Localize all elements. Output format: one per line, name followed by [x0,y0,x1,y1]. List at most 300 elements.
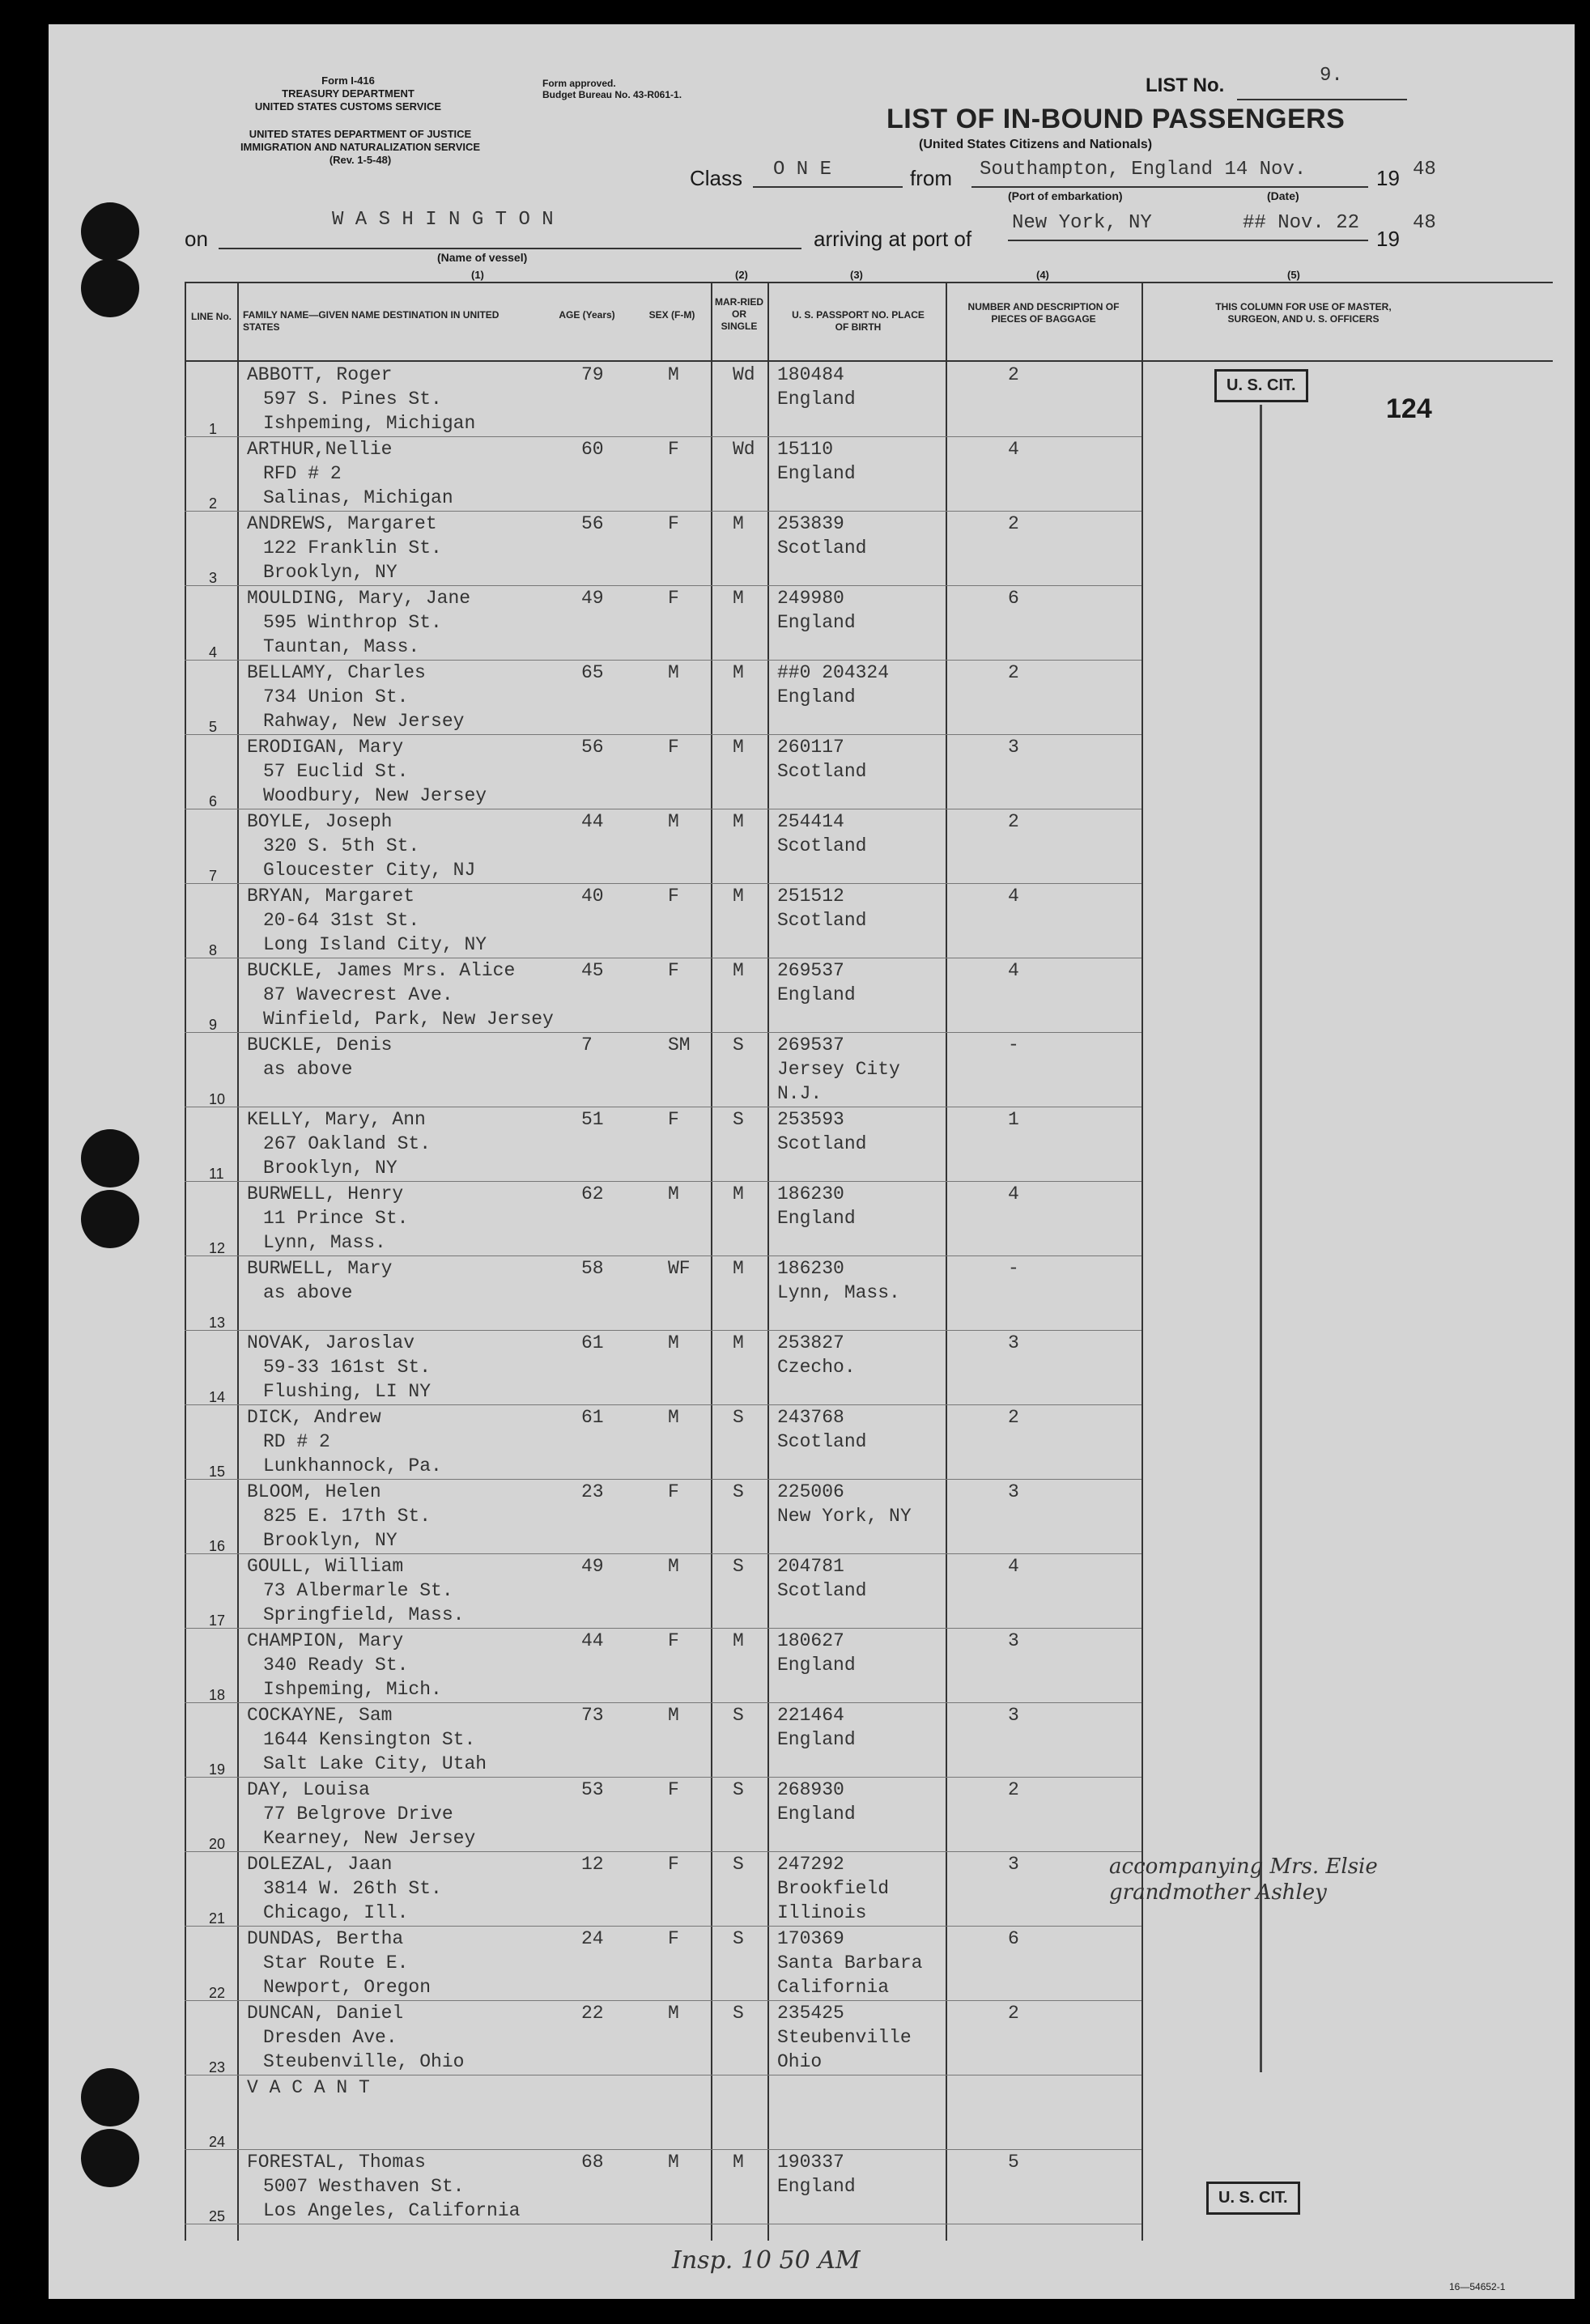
marital-status: S [733,1556,744,1577]
arriving-label: arriving at port of [814,227,972,251]
baggage-count: 4 [1008,886,1019,907]
age: 12 [581,1854,604,1875]
place-of-birth: Brookfield [777,1878,890,1899]
passport-no: 249980 [777,588,844,609]
date-caption: (Date) [1267,189,1299,202]
marital-status: M [733,1630,744,1651]
place-of-birth: England [777,1208,856,1229]
place-of-birth: Scotland [777,761,867,782]
place-of-birth-2: N.J. [777,1083,823,1104]
year-prefix: 19 [1376,227,1400,251]
age: 56 [581,737,604,758]
marital-status: M [733,886,744,907]
address-line-1: 1644 Kensington St. [263,1729,476,1750]
address-line-2: Brooklyn, NY [263,1158,398,1179]
marital-status: S [733,1854,744,1875]
col-num: (3) [850,269,863,281]
marital-status: M [733,1332,744,1353]
age: 58 [581,1258,604,1279]
place-of-birth: England [777,1655,856,1676]
dept-justice: UNITED STATES DEPARTMENT OF JUSTICE [249,128,472,140]
baggage-count: 6 [1008,1928,1019,1949]
marital-status: S [733,2003,744,2024]
table-row [0,1033,1590,1107]
table-row [0,809,1590,884]
passenger-name: BUCKLE, Denis [247,1035,393,1056]
line-number: 18 [209,1687,226,1703]
address-line-2: Ishpeming, Mich. [263,1679,442,1700]
baggage-count: 2 [1008,1407,1019,1428]
age: 44 [581,811,604,832]
form-approved: Form approved. [542,78,616,89]
marital-status: M [733,811,744,832]
place-of-birth: Scotland [777,910,867,931]
baggage-count: 2 [1008,811,1019,832]
sex: F [668,1481,679,1502]
sex: M [668,662,679,683]
baggage-count: 4 [1008,1183,1019,1204]
passenger-name: ABBOTT, Roger [247,364,393,385]
passenger-name: ARTHUR,Nellie [247,439,393,460]
passenger-name: DOLEZAL, Jaan [247,1854,393,1875]
age: 24 [581,1928,604,1949]
passenger-name: BURWELL, Mary [247,1258,393,1279]
age: 68 [581,2152,604,2173]
passport-no: 260117 [777,737,844,758]
line-number: 21 [209,1910,226,1927]
col-header-married: MAR-RIED OR SINGLE [715,296,763,332]
sex: F [668,439,679,460]
line-number: 10 [209,1091,226,1107]
sex: M [668,1556,679,1577]
age: 23 [581,1481,604,1502]
place-of-birth-2: Illinois [777,1902,867,1923]
passport-no: 243768 [777,1407,844,1428]
line-number: 23 [209,2059,226,2075]
marital-status: Wd [733,364,755,385]
age: 49 [581,1556,604,1577]
line-number: 8 [209,942,218,958]
address-line-2: Los Angeles, California [263,2200,521,2221]
baggage-count: 3 [1008,1481,1019,1502]
table-row [0,735,1590,809]
line-number: 25 [209,2208,226,2224]
address-line-1: 59-33 161st St. [263,1357,432,1378]
baggage-count: 2 [1008,2003,1019,2024]
place-of-birth: Scotland [777,1580,867,1601]
passport-no: 269537 [777,1035,844,1056]
passport-no: 170369 [777,1928,844,1949]
col-num: (2) [735,269,748,281]
baggage-count: 4 [1008,960,1019,981]
age: 60 [581,439,604,460]
table-row [0,1629,1590,1703]
line-number: 12 [209,1240,226,1256]
table-row [0,1107,1590,1182]
age: 61 [581,1332,604,1353]
passenger-name: KELLY, Mary, Ann [247,1109,426,1130]
inspector-signature: Insp. 10 50 AM [672,2246,861,2275]
address-line-1: 5007 Westhaven St. [263,2176,465,2197]
baggage-count: 2 [1008,1779,1019,1800]
place-of-birth: England [777,463,856,484]
class-value: O N E [773,159,832,181]
address-line-1: Dresden Ave. [263,2027,398,2048]
line-number: 7 [209,868,218,884]
place-of-birth: New York, NY [777,1506,912,1527]
address-line-2: Winfield, Park, New Jersey [263,1009,554,1030]
passenger-name: V A C A N T [247,2077,370,2098]
sex: M [668,1705,679,1726]
form-number: Form I-416 [321,74,375,87]
place-of-birth: England [777,984,856,1005]
passport-no: 190337 [777,2152,844,2173]
sex: M [668,1332,679,1353]
col-num: (4) [1036,269,1049,281]
bracket-line [1260,405,1262,2072]
baggage-count: 3 [1008,1854,1019,1875]
table-row [0,1778,1590,1852]
col-header-name: FAMILY NAME—GIVEN NAME DESTINATION IN UNITED STATES [243,309,500,333]
line-number: 19 [209,1761,226,1778]
from-label: from [910,166,952,190]
budget-bureau: Budget Bureau No. 43-R061-1. [542,89,682,100]
col-num: (1) [471,269,484,281]
handwritten-note: accompanying Mrs. Elsie grandmother Ashley [1109,1855,1378,1905]
passport-no: 247292 [777,1854,844,1875]
col-header-passport: U. S. PASSPORT NO. PLACE OF BIRTH [792,309,925,333]
col-header-line: LINE No. [191,311,232,322]
address-line-2: Long Island City, NY [263,934,487,955]
passenger-name: MOULDING, Mary, Jane [247,588,471,609]
col-header-officers: THIS COLUMN FOR USE OF MASTER, SURGEON, AND U. S. OFFICERS [1215,301,1392,325]
age: 61 [581,1407,604,1428]
address-line-1: 20-64 31st St. [263,910,420,931]
sex: M [668,1407,679,1428]
address-line-2: Lynn, Mass. [263,1232,386,1253]
sex: M [668,1183,679,1204]
place-of-birth-2: Ohio [777,2051,823,2072]
passenger-name: BURWELL, Henry [247,1183,404,1204]
age: 53 [581,1779,604,1800]
address-line-1: 595 Winthrop St. [263,612,442,633]
place-of-birth: Scotland [777,835,867,856]
table-row [0,2001,1590,2075]
sex: SM [668,1035,691,1056]
address-line-2: Chicago, Ill. [263,1902,409,1923]
sex: M [668,364,679,385]
address-line-1: as above [263,1282,353,1303]
age: 79 [581,364,604,385]
age: 65 [581,662,604,683]
sex: F [668,588,679,609]
passport-no: 221464 [777,1705,844,1726]
list-no-label: LIST No. [1146,74,1225,96]
passport-no: 235425 [777,2003,844,2024]
place-of-birth: Jersey City [777,1059,900,1080]
passport-no: 180484 [777,364,844,385]
baggage-count: 6 [1008,588,1019,609]
baggage-count: 1 [1008,1109,1019,1130]
place-of-birth: England [777,686,856,707]
passport-no: ##0 204324 [777,662,890,683]
from-value: Southampton, England 14 Nov. [980,159,1307,181]
line-number: 13 [209,1315,226,1331]
baggage-count: 2 [1008,662,1019,683]
address-line-1: 597 S. Pines St. [263,389,442,410]
address-line-2: Lunkhannock, Pa. [263,1455,442,1476]
marital-status: M [733,588,744,609]
table-row [0,2075,1590,2150]
table-row [0,1182,1590,1256]
address-line-1: 57 Euclid St. [263,761,409,782]
marital-status: S [733,1928,744,1949]
list-no-value: 9. [1320,65,1343,87]
sex: F [668,1779,679,1800]
place-of-birth: England [777,1804,856,1825]
age: 7 [581,1035,593,1056]
line-number: 11 [209,1166,224,1182]
page-number: 124 [1386,393,1432,424]
col-header-baggage: NUMBER AND DESCRIPTION OF PIECES OF BAGGAGE [967,301,1120,325]
passenger-name: BLOOM, Helen [247,1481,381,1502]
table-row [0,1927,1590,2001]
page-title: LIST OF IN-BOUND PASSENGERS [886,104,1346,134]
table-row [0,1331,1590,1405]
sex: F [668,513,679,534]
sex: F [668,737,679,758]
marital-status: M [733,662,744,683]
line-number: 20 [209,1836,226,1852]
year-prefix: 19 [1376,166,1400,190]
marital-status: M [733,960,744,981]
address-line-2: Rahway, New Jersey [263,711,465,732]
address-line-1: 87 Wavecrest Ave. [263,984,453,1005]
address-line-2: Flushing, LI NY [263,1381,432,1402]
passport-no: 254414 [777,811,844,832]
address-line-2: Springfield, Mass. [263,1604,465,1625]
baggage-count: 4 [1008,1556,1019,1577]
address-line-1: 3814 W. 26th St. [263,1878,442,1899]
passenger-name: BOYLE, Joseph [247,811,393,832]
age: 56 [581,513,604,534]
address-line-1: 825 E. 17th St. [263,1506,432,1527]
address-line-1: 320 S. 5th St. [263,835,420,856]
passenger-name: COCKAYNE, Sam [247,1705,393,1726]
baggage-count: 3 [1008,1332,1019,1353]
marital-status: S [733,1407,744,1428]
table-row [0,1256,1590,1331]
vessel-caption: (Name of vessel) [437,251,528,264]
place-of-birth-2: California [777,1977,890,1998]
place-of-birth: Santa Barbara [777,1952,923,1973]
address-line-2: Woodbury, New Jersey [263,785,487,806]
marital-status: S [733,1035,744,1056]
age: 44 [581,1630,604,1651]
marital-status: S [733,1705,744,1726]
passport-no: 15110 [777,439,834,460]
passenger-name: CHAMPION, Mary [247,1630,404,1651]
line-number: 2 [209,495,218,512]
sex: F [668,1854,679,1875]
marital-status: S [733,1109,744,1130]
address-line-1: 734 Union St. [263,686,409,707]
age: 73 [581,1705,604,1726]
line-number: 6 [209,793,218,809]
place-of-birth: Lynn, Mass. [777,1282,900,1303]
sex: F [668,1109,679,1130]
table-row [0,437,1590,512]
marital-status: S [733,1779,744,1800]
address-line-1: 340 Ready St. [263,1655,409,1676]
passenger-name: NOVAK, Jaroslav [247,1332,415,1353]
marital-status: S [733,1481,744,1502]
table-row [0,884,1590,958]
marital-status: M [733,1183,744,1204]
passport-no: 253593 [777,1109,844,1130]
sex: F [668,1928,679,1949]
address-line-1: Star Route E. [263,1952,409,1973]
place-of-birth: Scotland [777,1133,867,1154]
place-of-birth: Czecho. [777,1357,856,1378]
sex: WF [668,1258,691,1279]
class-label: Class [690,166,743,190]
table-row [0,363,1590,437]
baggage-count: 3 [1008,1630,1019,1651]
passport-no: 268930 [777,1779,844,1800]
sex: F [668,1630,679,1651]
place-of-birth: England [777,1729,856,1750]
passport-no: 180627 [777,1630,844,1651]
marital-status: M [733,1258,744,1279]
address-line-1: 73 Albermarle St. [263,1580,453,1601]
passenger-name: ERODIGAN, Mary [247,737,404,758]
port-caption: (Port of embarkation) [1008,189,1123,202]
passenger-name: BELLAMY, Charles [247,662,426,683]
baggage-count: - [1008,1258,1019,1279]
address-line-1: 11 Prince St. [263,1208,409,1229]
passport-no: 253827 [777,1332,844,1353]
place-of-birth: Scotland [777,1431,867,1452]
address-line-2: Gloucester City, NJ [263,860,476,881]
baggage-count: 4 [1008,439,1019,460]
line-number: 14 [209,1389,226,1405]
address-line-1: 122 Franklin St. [263,537,442,559]
passport-no: 269537 [777,960,844,981]
line-number: 1 [209,421,218,437]
passport-no: 204781 [777,1556,844,1577]
passenger-name: DAY, Louisa [247,1779,370,1800]
passenger-name: DUNDAS, Bertha [247,1928,404,1949]
revision: (Rev. 1-5-48) [329,154,392,166]
sex: F [668,960,679,981]
passenger-name: BUCKLE, James Mrs. Alice [247,960,516,981]
marital-status: M [733,2152,744,2173]
sex: M [668,811,679,832]
passenger-name: DICK, Andrew [247,1407,381,1428]
line-number: 22 [209,1985,226,2001]
table-row [0,958,1590,1033]
year-value: 48 [1413,212,1436,234]
table-row [0,661,1590,735]
baggage-count: 3 [1008,737,1019,758]
age: 40 [581,886,604,907]
col-num: (5) [1287,269,1300,281]
page-subtitle: (United States Citizens and Nationals) [919,138,1153,151]
baggage-count: - [1008,1035,1019,1056]
line-number: 9 [209,1017,218,1033]
table-row [0,512,1590,586]
table-row [0,1703,1590,1778]
arrival-date: ## Nov. 22 [1243,212,1360,234]
address-line-2: Brooklyn, NY [263,562,398,583]
table-row [0,1480,1590,1554]
address-line-1: RD # 2 [263,1431,330,1452]
place-of-birth: England [777,612,856,633]
age: 62 [581,1183,604,1204]
vessel-name: W A S H I N G T O N [332,209,554,231]
dept-justice-sub: IMMIGRATION AND NATURALIZATION SERVICE [240,141,481,153]
address-line-2: Kearney, New Jersey [263,1828,476,1849]
address-line-2: Newport, Oregon [263,1977,432,1998]
passenger-name: BRYAN, Margaret [247,886,415,907]
table-row [0,1554,1590,1629]
age: 49 [581,588,604,609]
passport-no: 225006 [777,1481,844,1502]
address-line-2: Tauntan, Mass. [263,636,420,657]
us-citizen-stamp: U. S. CIT. [1206,2182,1300,2215]
arrival-port: New York, NY [1012,212,1152,234]
us-citizen-stamp: U. S. CIT. [1214,369,1308,402]
marital-status: M [733,513,744,534]
passport-no: 186230 [777,1258,844,1279]
baggage-count: 2 [1008,513,1019,534]
passport-no: 186230 [777,1183,844,1204]
year-value: 48 [1413,159,1436,181]
marital-status: Wd [733,439,755,460]
line-number: 15 [209,1464,226,1480]
passenger-name: DUNCAN, Daniel [247,2003,404,2024]
place-of-birth: Scotland [777,537,867,559]
passenger-name: ANDREWS, Margaret [247,513,437,534]
table-row [0,1405,1590,1480]
address-line-2: Brooklyn, NY [263,1530,398,1551]
place-of-birth: Steubenville [777,2027,912,2048]
passport-no: 251512 [777,886,844,907]
marital-status: M [733,737,744,758]
address-line-1: 267 Oakland St. [263,1133,432,1154]
age: 45 [581,960,604,981]
col-header-age: AGE (Years) [559,309,615,321]
sex: F [668,886,679,907]
place-of-birth: England [777,2176,856,2197]
line-number: 3 [209,570,218,586]
line-number: 24 [209,2134,226,2150]
table-row [0,586,1590,661]
sex: M [668,2152,679,2173]
col-header-sex: SEX (F-M) [648,309,695,321]
footer-code: 16—54652-1 [1449,2281,1506,2292]
line-number: 17 [209,1612,226,1629]
address-line-1: as above [263,1059,353,1080]
sex: M [668,2003,679,2024]
passport-no: 253839 [777,513,844,534]
baggage-count: 2 [1008,364,1019,385]
line-number: 4 [209,644,218,661]
baggage-count: 3 [1008,1705,1019,1726]
place-of-birth: England [777,389,856,410]
address-line-2: Salinas, Michigan [263,487,453,508]
